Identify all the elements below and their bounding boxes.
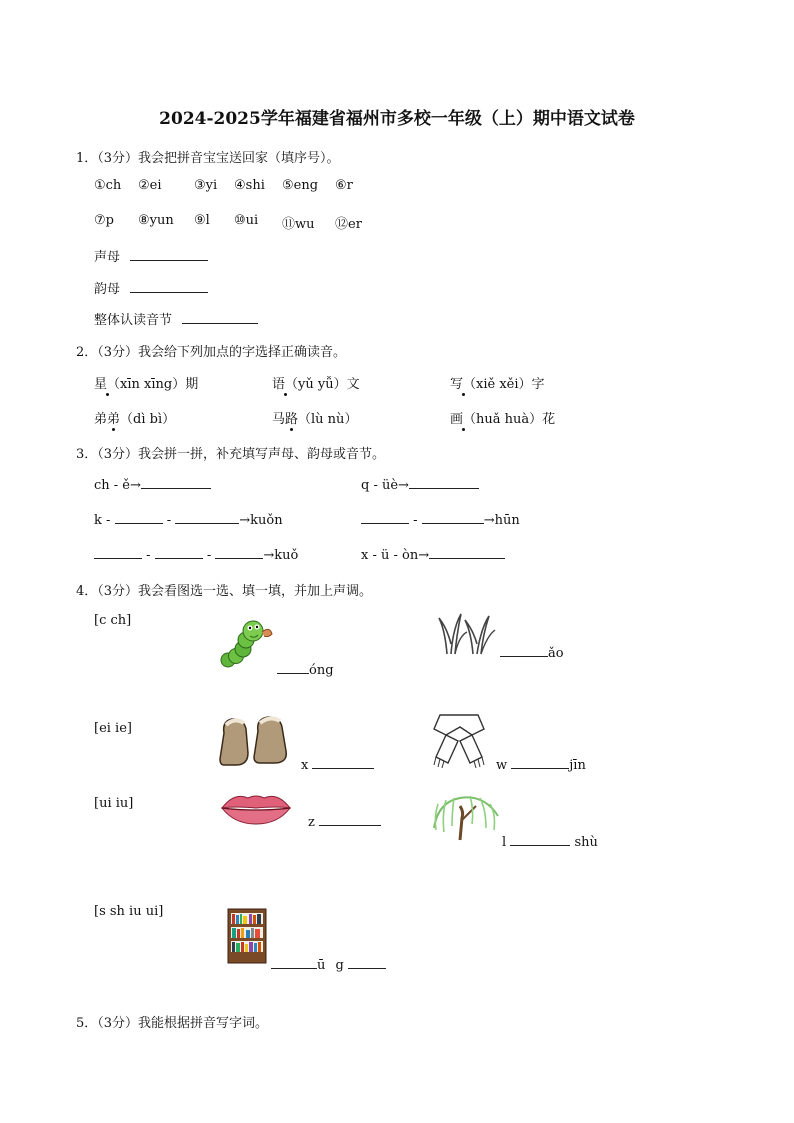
q3-item-text: →kuǒn xyxy=(239,513,283,528)
q4-g2-answer-b xyxy=(496,756,586,773)
q2-item-char: 写（ xyxy=(450,377,477,392)
q4-text: z xyxy=(308,815,315,830)
lips-image xyxy=(220,790,292,828)
q4-text: jīn xyxy=(569,758,586,773)
q2-item xyxy=(272,408,357,427)
q2-item-char: 语（ xyxy=(272,377,299,392)
q1-shengmu-blank[interactable] xyxy=(130,248,208,261)
willow-tree-image xyxy=(430,792,502,842)
q3-item-text: →kuǒ xyxy=(263,548,299,563)
q1-yunmu-blank[interactable] xyxy=(130,280,208,293)
q1-option: ⑤eng xyxy=(282,178,319,193)
q4-blank[interactable] xyxy=(500,644,548,657)
q3-item-text: - xyxy=(206,548,212,563)
q2-item-tail: ）花 xyxy=(529,412,556,427)
q1-option: ⑨l xyxy=(194,213,210,228)
question-1-stem: 1．（3分）我会把拼音宝宝送回家（填序号）。 xyxy=(76,151,340,166)
q4-g1-answer-b xyxy=(500,644,564,661)
q3-blank[interactable] xyxy=(361,511,409,524)
q2-item-pinyin[interactable]: yǔ yǚ xyxy=(298,377,334,392)
q3-blank[interactable] xyxy=(94,546,142,559)
q2-item-char: 弟弟（ xyxy=(94,412,134,427)
question-3-stem: 3．（3分）我会拼一拼，补充填写声母、韵母或音节。 xyxy=(76,447,386,462)
q2-item-pinyin[interactable]: xīn xīng xyxy=(120,377,173,392)
q4-options-1: [c ch] xyxy=(94,613,132,628)
q4-g1-answer-a xyxy=(277,661,334,678)
q1-option: ⑦p xyxy=(94,213,114,228)
q3-blank[interactable] xyxy=(115,511,163,524)
grass-image xyxy=(437,610,499,656)
q3-item-text: k - xyxy=(94,513,111,528)
q4-text: ū xyxy=(317,958,326,973)
q1-zhengti-blank[interactable] xyxy=(182,311,258,324)
q3-item-b xyxy=(361,476,479,493)
q3-blank[interactable] xyxy=(141,476,211,489)
q1-option: ⑫er xyxy=(335,217,362,232)
q4-blank[interactable] xyxy=(510,833,570,846)
question-4-stem: 4．（3分）我会看图选一选、填一填，并加上声调。 xyxy=(76,584,373,599)
q3-item-c xyxy=(94,511,283,528)
q2-item-char: 画（ xyxy=(450,412,477,427)
q2-item-pinyin[interactable]: lù nù xyxy=(311,412,345,427)
q1-option: ⑪wu xyxy=(282,217,315,232)
q4-blank[interactable] xyxy=(319,813,381,826)
page-title: 2024-2025学年福建省福州市多校一年级（上）期中语文试卷 xyxy=(159,109,635,129)
q3-item-a xyxy=(94,476,211,493)
q4-g4-answer xyxy=(271,956,386,973)
q3-item-text: - xyxy=(413,513,418,528)
q3-item-text: →hūn xyxy=(483,513,520,528)
q2-item-tail: ）期 xyxy=(172,377,199,392)
q3-item-text: - xyxy=(166,513,172,528)
q2-item xyxy=(272,373,360,392)
q3-blank[interactable] xyxy=(215,546,263,559)
question-2-stem: 2．（3分）我会给下列加点的字选择正确读音。 xyxy=(76,345,347,360)
q3-blank[interactable] xyxy=(422,511,484,524)
q4-text: l xyxy=(502,835,507,850)
q3-item-text: q - üè→ xyxy=(361,478,409,493)
q2-item-tail: ） xyxy=(162,412,176,427)
q2-item-pinyin[interactable]: dì bì xyxy=(133,412,163,427)
q1-option: ⑥r xyxy=(335,178,353,193)
q4-text: ǎo xyxy=(548,646,564,661)
q1-option: ⑩ui xyxy=(234,213,259,228)
q1-option: ③yi xyxy=(194,178,218,193)
q3-item-d xyxy=(361,511,520,528)
q1-option: ②ei xyxy=(138,178,162,193)
q4-text: w xyxy=(496,758,508,773)
q1-yunmu-label: 韵母 xyxy=(94,282,121,297)
q1-option: ⑧yun xyxy=(138,213,174,228)
q3-item-e xyxy=(94,546,298,563)
q4-g3-answer-b xyxy=(502,833,598,850)
q4-blank[interactable] xyxy=(271,956,317,969)
q4-options-4: [s sh iu ui] xyxy=(94,904,164,919)
q2-item-tail: ）字 xyxy=(518,377,545,392)
q1-zhengti-label: 整体认读音节 xyxy=(94,313,173,328)
q2-item-pinyin[interactable]: huǎ huà xyxy=(476,412,530,427)
q4-text: x xyxy=(301,758,309,773)
q4-text: shù xyxy=(574,835,598,850)
q4-blank[interactable] xyxy=(348,956,386,969)
q2-item xyxy=(450,373,545,392)
q1-option: ①ch xyxy=(94,178,122,193)
q1-shengmu-row xyxy=(94,246,208,265)
q3-blank[interactable] xyxy=(409,476,479,489)
q2-item xyxy=(450,408,555,427)
q3-item-text: x - ü - òn→ xyxy=(361,548,430,563)
q3-blank[interactable] xyxy=(175,511,239,524)
q4-g3-answer-a xyxy=(308,813,381,830)
q3-item-f xyxy=(361,546,505,563)
bookshelf-image xyxy=(227,908,267,964)
q1-option: ④shi xyxy=(234,178,265,193)
scarf-image xyxy=(430,711,488,769)
q2-item-char: 星（ xyxy=(94,377,121,392)
q4-blank[interactable] xyxy=(511,756,569,769)
q4-text: óng xyxy=(309,663,334,678)
question-5-stem: 5．（3分）我能根据拼音写字词。 xyxy=(76,1016,269,1031)
boots-image xyxy=(218,713,292,769)
q4-options-3: [ui iu] xyxy=(94,796,134,811)
q3-blank[interactable] xyxy=(429,546,505,559)
q1-yunmu-row xyxy=(94,278,208,297)
q3-item-text: ch - ě→ xyxy=(94,478,141,493)
q4-options-2: [ei ie] xyxy=(94,721,132,736)
q3-blank[interactable] xyxy=(155,546,203,559)
q4-blank[interactable] xyxy=(277,661,309,674)
q1-shengmu-label: 声母 xyxy=(94,250,121,265)
q2-item xyxy=(94,408,175,427)
q2-item-pinyin[interactable]: xiě xěi xyxy=(476,377,519,392)
q1-zhengti-row xyxy=(94,309,258,328)
q2-item-tail: ）文 xyxy=(333,377,360,392)
q2-item-char: 马路（ xyxy=(272,412,312,427)
q4-blank[interactable] xyxy=(312,756,374,769)
q2-item xyxy=(94,373,198,392)
q3-item-text: - xyxy=(146,548,151,563)
q4-text: g xyxy=(335,958,344,973)
caterpillar-image xyxy=(218,616,276,672)
q4-g2-answer-a xyxy=(301,756,374,773)
q2-item-tail: ） xyxy=(344,412,358,427)
